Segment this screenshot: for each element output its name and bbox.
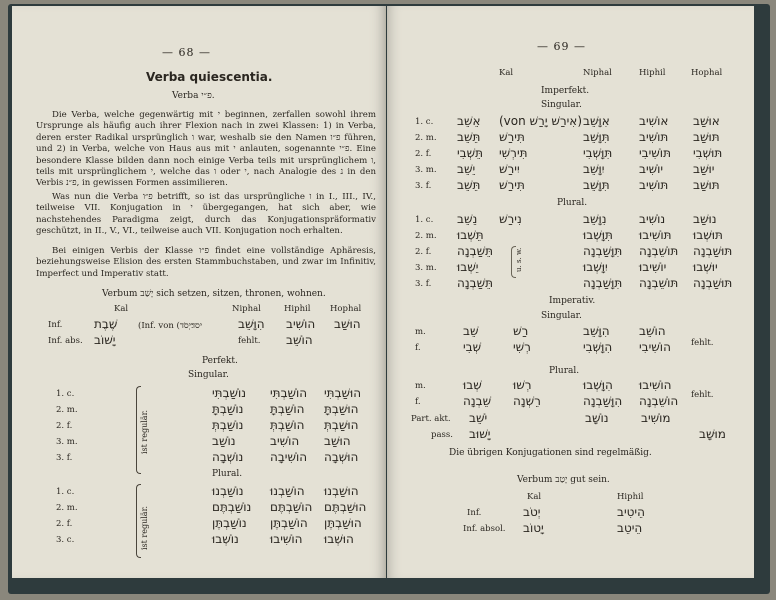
form-hophal: הוּשְׁבוּ [324, 532, 354, 546]
imperfect-plural-title: Plural. [557, 198, 588, 208]
form-kal2: (von אִירַשׁ יָרַשׁ) [499, 114, 582, 128]
inf-note: (Inf. von (יסד׃יְסֹד [138, 321, 203, 331]
perfect-title: Perfekt. [202, 356, 238, 366]
form-kal2: תִּירַשׁ [499, 130, 525, 144]
form-hophal: הוּשַׁבְנוּ [324, 484, 359, 498]
imperfect-singular-title: Singular. [541, 100, 582, 110]
inf-niphal: הִוָּשֵׁב [238, 317, 265, 331]
form-kal: נֵשֵׁב [457, 212, 478, 226]
part-act-niphal: נוֹשָׁב [585, 411, 609, 425]
form-kal: שְׁבִי [463, 340, 482, 354]
part-act-hiphil: מוֹשִׁיב [641, 411, 671, 425]
rest-note: Die übrigen Konjugationen sind regelmäßig. [449, 448, 652, 458]
row-label: 2. f. [56, 519, 73, 529]
part-pass-hophal: מוּשָׁב [699, 427, 726, 441]
paragraph-2: Was nun die Verba פ״ו betrifft, so ist das ursprüngliche ו in I., III., IV., teilweise VII. Konjugation in י übergegangen, hat sich aber, wie nachstehendes Paradigma zeigt, durch das Konjugationspräformativ geschützt, in II., V., VI., teilweise auch VII. Konjugation noch erhalten. [36, 192, 376, 237]
form-hophal: תּוּשַׁב [693, 178, 720, 192]
form-hiphil: הוֹשִׁיבָה [270, 450, 308, 464]
row-label: 3. f. [415, 181, 432, 191]
col-header-hiphil: Hiphil [284, 304, 311, 314]
form-niphal: נוֹשַׁבְתָּ [212, 402, 244, 416]
form-kal2: רֵשְׁנָה [513, 394, 541, 408]
row-label: 1. c. [56, 389, 75, 399]
verbum2-line: Verbum יָטַב gut sein. [517, 475, 610, 485]
imperativ-singular-title: Singular. [541, 311, 582, 321]
form-kal2: תִּירַשׁ [499, 178, 525, 192]
inf-abs-hiphil: הוֹשֵׁב [286, 333, 313, 347]
row-label: 2. m. [415, 231, 437, 241]
form-kal: תֵּשַׁבְנָה [457, 244, 493, 258]
form-hiphil: יוֹשִׁיב [639, 162, 664, 176]
form-hophal: תּוּשַׁבְנָה [693, 244, 733, 258]
imperativ-plur-fehlt: fehlt. [691, 390, 714, 400]
form-niphal: תִּוָּשְׁבִי [583, 146, 613, 160]
row-label: 3. m. [56, 437, 78, 447]
part-act-label: Part. akt. [411, 414, 451, 424]
form-kal2: נִירַשׁ [499, 212, 522, 226]
form-niphal: הִוָּשַׁבְנָה [583, 394, 623, 408]
form-kal: שֵׁב [463, 324, 479, 338]
form-hophal: תּוּשְׁבוּ [693, 228, 723, 242]
row-label: 3. f. [415, 279, 432, 289]
form-hiphil: הוֹשִׁיבוּ [639, 378, 672, 392]
form-hiphil: הוֹשַׁבְנוּ [270, 484, 305, 498]
form-kal2: תִּירְשִׁי [499, 146, 528, 160]
form-kal: תֵּשֵׁב [457, 130, 481, 144]
inf-hiphil: הוֹשִׁיב [286, 317, 316, 331]
form-niphal: נוֹשַׁבְתֶּם [212, 500, 252, 514]
form-hophal: הוּשַׁב [324, 434, 351, 448]
form-niphal: הִוָּשְׁבִי [583, 340, 613, 354]
v2-inf-abs-kal: יָטוֹב [523, 521, 544, 535]
perfect-singular-title: Singular. [188, 370, 229, 380]
form-kal: שֵׁבְנָה [463, 394, 492, 408]
form-hiphil: הוֹשֵׁבְנָה [639, 394, 679, 408]
v2-inf-abs-hiphil: הֵיטֵב [617, 521, 643, 535]
v2-inf-kal: יְטֹב [523, 505, 541, 519]
part-pass-label: pass. [431, 430, 453, 440]
r-col-header-kal: Kal [499, 68, 514, 78]
form-hiphil: הוֹשִׁיב [270, 434, 300, 448]
form-niphal: נוֹשְׁבָה [212, 450, 244, 464]
form-hiphil: הוֹשַׁבְתֶּן [270, 516, 308, 530]
form-hiphil: יוֹשִׁיבוּ [639, 260, 667, 274]
inf-abs-niphal: fehlt. [238, 336, 261, 346]
usw-note: u. s. w. [515, 247, 523, 272]
form-niphal: הִוָּשֵׁב [583, 324, 610, 338]
form-hophal: יוּשְׁבוּ [693, 260, 718, 274]
form-hophal: תּוּשְׁבִי [693, 146, 723, 160]
page-number-right: — 69 — [537, 40, 586, 53]
row-label: 2. m. [415, 133, 437, 143]
form-kal: תֵּשֵׁב [457, 178, 481, 192]
form-hiphil: הוֹשִׁיבִי [639, 340, 671, 354]
form-hiphil: תּוֹשִׁיבִי [639, 146, 671, 160]
v2-inf-label: Inf. [467, 508, 482, 518]
row-label: 2. m. [56, 503, 78, 513]
form-kal: תֵּשַׁבְנָה [457, 276, 493, 290]
form-hiphil: תּוֹשִׁיב [639, 178, 669, 192]
section-title: Verba quiescentia. [146, 70, 273, 84]
form-hiphil: תּוֹשִׁיבוּ [639, 228, 672, 242]
row-label-inf-abs: Inf. abs. [48, 336, 83, 346]
left-page [12, 6, 386, 578]
row-label-inf: Inf. [48, 320, 63, 330]
form-kal: אֵשֵׁב [457, 114, 481, 128]
row-label: 2. f. [56, 421, 73, 431]
col-header-niphal: Niphal [232, 304, 261, 314]
row-label: f. [415, 397, 421, 407]
form-hophal: תּוּשַׁב [693, 130, 720, 144]
form-hiphil: הוֹשִׁיבוּ [270, 532, 303, 546]
regular-note-plur: ist regulär. [140, 505, 149, 550]
form-hiphil: הוֹשַׁבְתְּ [270, 418, 305, 432]
col-header-hophal: Hophal [330, 304, 362, 314]
form-hiphil: הוֹשַׁבְתָּ [270, 402, 305, 416]
part-act-kal: יֹשֵׁב [469, 411, 488, 425]
row-label: 1. c. [56, 487, 75, 497]
form-kal: תֵּשְׁבוּ [457, 228, 484, 242]
form-hophal: הוּשַׁבְתְּ [324, 418, 359, 432]
form-hiphil: תּוֹשִׁיב [639, 130, 669, 144]
form-kal: שְׁבוּ [463, 378, 482, 392]
regular-note-sing: ist regulär. [140, 409, 149, 454]
form-hiphil: הוֹשַׁבְתֶּם [270, 500, 313, 514]
imperativ-sing-fehlt: fehlt. [691, 338, 714, 348]
form-kal2: רְשִׁי [513, 340, 531, 354]
form-niphal: נוֹשַׁבְתְּ [212, 418, 244, 432]
form-niphal: אִוָּשֵׁב [583, 114, 610, 128]
r-col-header-hiphil: Hiphil [639, 68, 666, 78]
r-col-header-hophal: Hophal [691, 68, 723, 78]
v2-inf-hiphil: הֵיטִיב [617, 505, 645, 519]
row-label: 3. m. [415, 165, 437, 175]
inf-kal: שֶׁבֶת [94, 317, 118, 331]
form-niphal: תִּוָּשְׁבוּ [583, 228, 613, 242]
form-hophal: נוּשַׁב [693, 212, 717, 226]
form-hiphil: תּוֹשֵׁבְנָה [639, 276, 679, 290]
form-hiphil: נוֹשִׁיב [639, 212, 666, 226]
section-subtitle: Verba פ״י. [172, 91, 215, 101]
form-niphal: נִוָּשֵׁב [583, 212, 607, 226]
right-page [387, 6, 754, 578]
form-niphal: תִּוָּשַׁבְנָה [583, 244, 623, 258]
form-niphal: תִּוָּשֵׁב [583, 130, 610, 144]
row-label: 3. m. [415, 263, 437, 273]
form-niphal: נוֹשַׁבְתִּי [212, 386, 247, 400]
form-hophal: תּוּשַׁבְנָה [693, 276, 733, 290]
imperativ-plural-title: Plural. [549, 366, 580, 376]
form-hophal: יוּשַׁב [693, 162, 715, 176]
page-number: — 68 — [162, 46, 211, 59]
form-hiphil: הוֹשַׁבְתִּי [270, 386, 308, 400]
verbum-line: Verbum יָשַׁב sich setzen, sitzen, thronen, wohnen. [102, 289, 326, 299]
form-niphal: תִּוָּשֵׁב [583, 178, 610, 192]
form-kal2: רְשׁוּ [513, 378, 532, 392]
row-label: m. [415, 381, 426, 391]
form-hophal: הוּשַׁבְתָּ [324, 402, 359, 416]
form-hiphil: תּוֹשֵׁבְנָה [639, 244, 679, 258]
form-niphal: הִוָּשְׁבוּ [583, 378, 613, 392]
form-kal2: רַשׁ [513, 324, 529, 338]
form-niphal: נוֹשַׁבְתֶּן [212, 516, 247, 530]
v2-header-hiphil: Hiphil [617, 492, 644, 502]
form-hophal: הוּשְׁבָה [324, 450, 359, 464]
inf-abs-kal: יָשׁוֹב [94, 333, 116, 347]
form-hophal: הוּשַׁבְתִּי [324, 386, 362, 400]
form-hophal: אוּשַׁב [693, 114, 720, 128]
paragraph-1: Die Verba, welche gegenwärtig mit י beginnen, zerfallen sowohl ihrem Ursprunge als häufig auch ihrer Flexion nach in zwei Klassen: 1) in Verba, deren erster Radikal ursprünglich ו war, weshalb sie den Namen פ״ו führen, und 2) in Verba, welche von Haus aus mit י anlauten, sogenannte פ״י. Eine besondere Klasse bilden dann noch einige Verba teils mit ursprünglichem ו, teils mit ursprünglichem י, welche das ו oder י, nach Analogie des נ in den Verbis פ״נ, in gewissen Formen assimilieren. [36, 110, 376, 189]
inf-hophal: הוּשַׁב [334, 317, 361, 331]
r-col-header-niphal: Niphal [583, 68, 612, 78]
form-niphal: יִוָּשְׁבוּ [583, 260, 608, 274]
row-label: m. [415, 327, 426, 337]
paragraph-3: Bei einigen Verbis der Klasse פ״ו findet eine vollständige Aphäresis, beziehungsweise Elision des ersten Stammbuchstaben, und zwar im Infinitiv, Imperfect und Imperativ statt. [36, 246, 376, 279]
form-hophal: הוּשַׁבְתֶּן [324, 516, 362, 530]
form-kal: יֵשְׁבוּ [457, 260, 479, 274]
form-niphal: נוֹשַׁבְנוּ [212, 484, 244, 498]
form-hiphil: אוֹשִׁיב [639, 114, 669, 128]
form-niphal: תִּוָּשַׁבְנָה [583, 276, 623, 290]
form-hiphil: הוֹשֵׁב [639, 324, 666, 338]
row-label: 3. c. [56, 535, 75, 545]
row-label: 2. f. [415, 149, 432, 159]
form-niphal: נוֹשְׁבוּ [212, 532, 239, 546]
row-label: f. [415, 343, 421, 353]
imperfect-title: Imperfekt. [541, 86, 590, 96]
form-hophal: הוּשַׁבְתֶּם [324, 500, 367, 514]
form-niphal: יִוָּשֵׁב [583, 162, 605, 176]
row-label: 1. c. [415, 215, 434, 225]
v2-inf-abs-label: Inf. absol. [463, 524, 506, 534]
row-label: 2. m. [56, 405, 78, 415]
form-kal: תֵּשְׁבִי [457, 146, 484, 160]
form-kal2: יִירַשׁ [499, 162, 520, 176]
row-label: 2. f. [415, 247, 432, 257]
part-pass-kal: יָשׁוּב [469, 427, 491, 441]
perfect-plural-title: Plural. [212, 469, 243, 479]
form-niphal: נוֹשַׁב [212, 434, 236, 448]
col-header-kal: Kal [114, 304, 129, 314]
imperativ-title: Imperativ. [549, 296, 596, 306]
row-label: 3. f. [56, 453, 73, 463]
v2-header-kal: Kal [527, 492, 542, 502]
form-kal: יֵשֵׁב [457, 162, 476, 176]
row-label: 1. c. [415, 117, 434, 127]
